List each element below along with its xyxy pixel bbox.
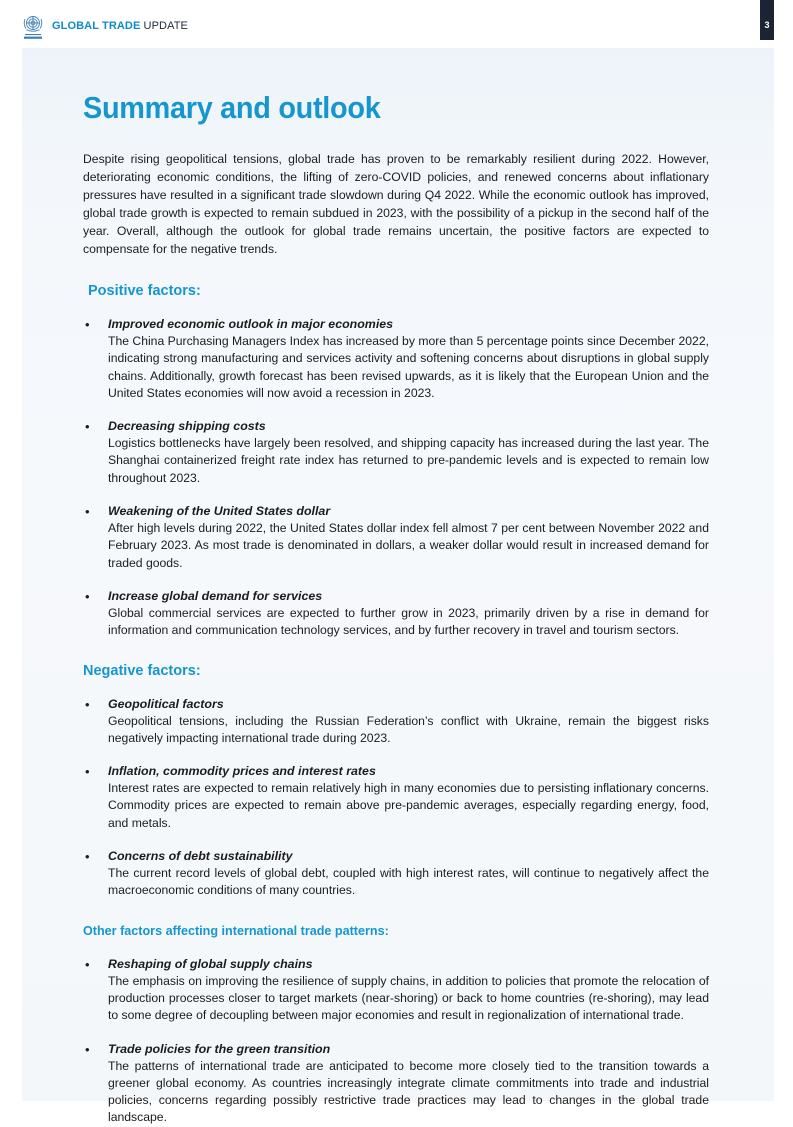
bullet-icon: • bbox=[85, 849, 90, 865]
list-item bbox=[83, 763, 709, 832]
bullet-icon: • bbox=[85, 696, 90, 712]
factor-title: Reshaping of global supply chains bbox=[108, 956, 313, 971]
other-factors-list bbox=[83, 956, 709, 1127]
factor-text: Interest rates are expected to remain relatively high in many economies due to persisting inflationary concerns. Commodity prices are expected to remain above pre-pandemic averages, especially regarding energy, food, and metals. bbox=[108, 781, 709, 830]
page-title: Summary and outlook bbox=[83, 90, 381, 125]
bullet-icon: • bbox=[85, 317, 90, 332]
factor-text: Geopolitical tensions, including the Russian Federation’s conflict with Ukraine, remain the biggest risks negatively impacting international trade during 2023. bbox=[108, 713, 709, 745]
positive-factors-heading: Positive factors: bbox=[88, 283, 201, 299]
list-item bbox=[83, 696, 709, 748]
bullet-icon: • bbox=[85, 419, 90, 435]
factor-title: Increase global demand for services bbox=[108, 588, 323, 603]
bullet-icon: • bbox=[85, 1041, 90, 1057]
bullet-icon: • bbox=[85, 588, 90, 604]
factor-title: Geopolitical factors bbox=[108, 696, 224, 711]
list-item bbox=[83, 848, 709, 900]
positive-factors-list bbox=[83, 316, 709, 640]
bullet-icon: • bbox=[85, 764, 90, 780]
factor-text: The China Purchasing Managers Index has increased by more than 5 percentage points since December 2022, indicating strong manufacturing and services activity and softening concerns about disruptions in global supply chains. Additionally, growth forecast has been revised upwards, as it is likely that the European Union and the United States economies will now avoid a recession in 2023. bbox=[108, 334, 709, 400]
list-item bbox=[83, 1041, 709, 1127]
intro-paragraph: Despite rising geopolitical tensions, global trade has proven to be remarkably resilient during 2022. However, deteriorating economic conditions, the lifting of zero-COVID policies, and renewed concerns about inflationary pressures have resulted in a significant trade slowdown during Q4 2022. While the economic outlook has improved, global trade growth is expected to remain subdued in 2023, with the possibility of a pickup in the second half of the year. Overall, although the outlook for global trade remains uncertain, the positive factors are expected to compensate for the negative trends. bbox=[83, 152, 709, 256]
factor-text: The patterns of international trade are anticipated to become more closely tied to the transition towards a greener global economy. As countries increasingly integrate climate commitments into trade and industrial policies, concerns regarding possibly restrictive trade practices may lead to changes in the global trade landscape. bbox=[108, 1058, 709, 1125]
positive-factors-section bbox=[83, 282, 709, 640]
page-header bbox=[0, 0, 793, 48]
factor-text: The current record levels of global debt, coupled with high interest rates, will continue to negatively affect the macroeconomic conditions of many countries. bbox=[108, 866, 709, 898]
list-item bbox=[83, 503, 709, 572]
factor-text: Global commercial services are expected to further grow in 2023, primarily driven by a rise in demand for information and communication technology services, and by further recovery in travel and tourism sectors. bbox=[108, 605, 709, 638]
factor-text: Logistics bottlenecks have largely been resolved, and shipping capacity has increased during the last year. The Shanghai containerized freight rate index has returned to pre-pandemic levels and is expected to remain low throughout 2023. bbox=[108, 436, 709, 485]
un-emblem-icon bbox=[22, 14, 44, 40]
publication-title bbox=[52, 20, 188, 32]
factor-text: The emphasis on improving the resilience of supply chains, in addition to policies that promote the relocation of production processes closer to target markets (near-shoring) or back to home countries (re-shoring), may lead to some degree of decoupling between major economies and result in regionalization of international trade. bbox=[108, 973, 709, 1023]
list-item bbox=[83, 956, 709, 1025]
factor-title: Weakening of the United States dollar bbox=[108, 504, 331, 519]
factor-title: Improved economic outlook in major economies bbox=[108, 317, 394, 331]
factor-title: Inflation, commodity prices and interest rates bbox=[108, 764, 376, 779]
factor-text: After high levels during 2022, the United States dollar index fell almost 7 per cent between November 2022 and February 2023. As most trade is denominated in dollars, a weaker dollar would result in increased demand for traded goods. bbox=[108, 521, 709, 570]
list-item bbox=[83, 588, 709, 640]
list-item bbox=[83, 418, 709, 487]
other-factors-section bbox=[83, 922, 709, 1127]
bullet-icon: • bbox=[85, 956, 90, 972]
bullet-icon: • bbox=[85, 504, 90, 520]
main-content bbox=[83, 88, 709, 1127]
publication-title-regular: UPDATE bbox=[140, 20, 188, 32]
negative-factors-list bbox=[83, 696, 709, 900]
publication-title-bold: GLOBAL TRADE bbox=[52, 20, 141, 32]
page-number: 3 bbox=[760, 0, 774, 40]
factor-title: Decreasing shipping costs bbox=[108, 419, 266, 434]
other-factors-heading: Other factors affecting international trade patterns: bbox=[83, 923, 389, 938]
negative-factors-section bbox=[83, 662, 709, 900]
factor-title: Trade policies for the green transition bbox=[108, 1041, 331, 1056]
negative-factors-heading: Negative factors: bbox=[83, 662, 201, 679]
factor-title: Concerns of debt sustainability bbox=[108, 849, 293, 864]
list-item bbox=[83, 316, 709, 402]
